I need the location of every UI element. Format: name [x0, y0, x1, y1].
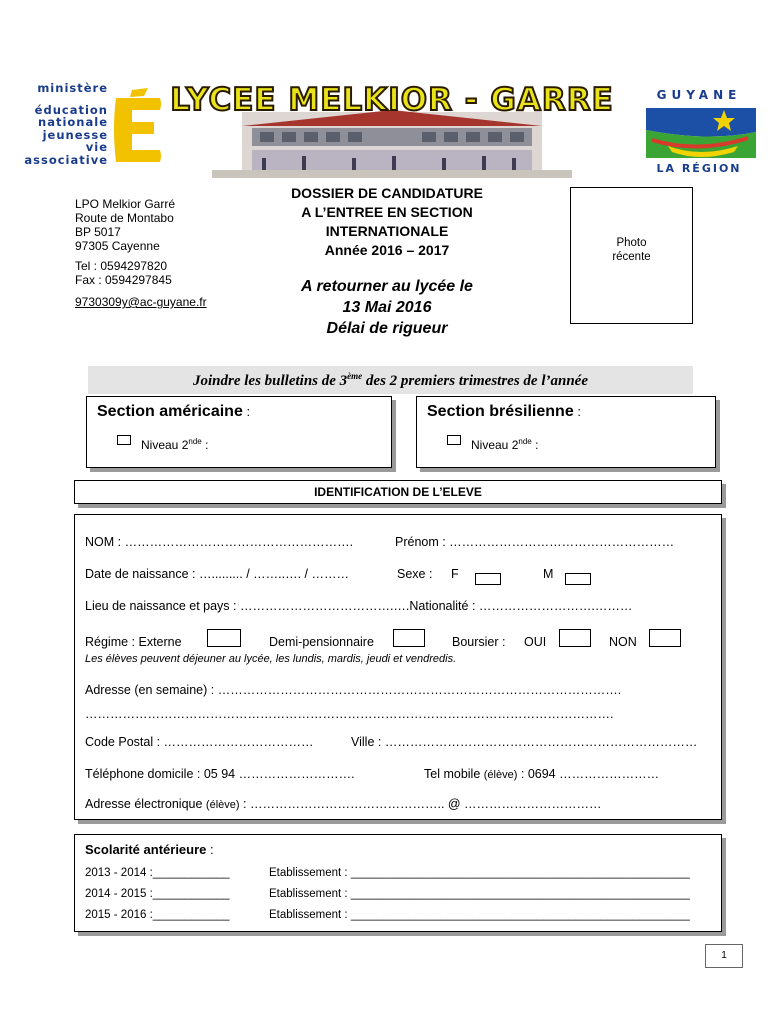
- page-number: 1: [705, 944, 743, 968]
- niveau-bresilienne-sup: nde: [518, 437, 532, 446]
- prenom-field[interactable]: Prénom : ………………………………………………: [395, 535, 675, 549]
- sexe-label: Sexe :: [397, 567, 433, 581]
- return-line-1: A retourner au lycée le: [301, 278, 473, 295]
- niveau-2nde-bresilienne-checkbox[interactable]: [447, 435, 461, 445]
- section-americaine-label: Section américaine: [97, 403, 243, 420]
- tel-mobile-label: Tel mobile: [424, 767, 481, 781]
- return-deadline: [262, 276, 512, 339]
- ministry-wordmark: [10, 82, 108, 166]
- boursier-non-checkbox[interactable]: [649, 629, 681, 647]
- ville-field[interactable]: Ville : …………………………………………………………………: [351, 735, 698, 749]
- niveau-2nde-americaine-checkbox[interactable]: [117, 435, 131, 445]
- section-bresilienne-box: [416, 396, 716, 468]
- scolarite-title-colon: :: [206, 842, 214, 857]
- join-bulletins-text: [88, 371, 693, 390]
- join-bulletins-after: des 2 premiers trimestres de l’année: [362, 373, 588, 389]
- ministry-logo: [10, 78, 160, 168]
- ministry-line-5: vie associative: [24, 140, 108, 167]
- title-line-1: DOSSIER DE CANDIDATURE: [291, 185, 483, 201]
- lieu-nationalite-field[interactable]: Lieu de naissance et pays : ……………………………….….Nationalité : ……………………….………: [85, 599, 633, 613]
- identification-heading-box: [74, 480, 722, 504]
- code-postal-field[interactable]: Code Postal : ………………………………: [85, 735, 314, 749]
- niveau-americaine-sup: nde: [188, 437, 202, 446]
- section-americaine-colon: :: [242, 404, 251, 419]
- school-tel: Tel : 0594297820: [75, 259, 168, 273]
- school-street: Route de Montabo: [75, 211, 174, 225]
- adresse-electronique-field[interactable]: [85, 797, 602, 811]
- scolarite-etablissement-2013[interactable]: Etablissement : _____________________________________________________: [269, 867, 690, 879]
- section-bresilienne-title: [427, 403, 581, 421]
- return-line-3: Délai de rigueur: [326, 320, 448, 337]
- cantine-note: Les élèves peuvent déjeuner au lycée, les lundis, mardis, jeudi et vendredis.: [85, 653, 457, 665]
- niveau-bresilienne-label: [471, 437, 538, 452]
- region-logo: [638, 84, 760, 178]
- boursier-label: Boursier :: [452, 635, 506, 649]
- title-line-3: INTERNATIONALE: [325, 223, 449, 239]
- region-name: GUYANE: [656, 88, 742, 102]
- scolarite-anterieure-box: [74, 834, 722, 932]
- school-address: [75, 197, 207, 309]
- photo-label: [571, 236, 692, 264]
- email-eleve: (élève): [205, 799, 240, 811]
- identification-heading: IDENTIFICATION DE L’ELEVE: [314, 485, 482, 499]
- photo-label-line-2: récente: [612, 251, 651, 263]
- join-bulletins-bar: [88, 366, 693, 394]
- photo-box: [570, 187, 693, 324]
- scolarite-title: [85, 842, 214, 857]
- niveau-americaine-colon: :: [201, 438, 209, 452]
- boursier-oui-label: OUI: [524, 635, 547, 649]
- regime-externe-label: Régime : Externe: [85, 635, 182, 649]
- scolarite-year-2015[interactable]: 2015 - 2016 :____________: [85, 909, 230, 921]
- nom-field[interactable]: NOM : ……………………………………………….: [85, 535, 354, 549]
- document-title: [262, 184, 512, 260]
- scolarite-etablissement-2015[interactable]: Etablissement : _____________________________________________________: [269, 909, 690, 921]
- scolarite-year-2014[interactable]: 2014 - 2015 :____________: [85, 888, 230, 900]
- return-line-2: 13 Mai 2016: [342, 299, 432, 316]
- section-bresilienne-label: Section brésilienne: [427, 403, 574, 420]
- scolarite-title-text: Scolarité antérieure: [85, 842, 207, 857]
- telephone-mobile-field[interactable]: [424, 767, 659, 781]
- section-americaine-title: [97, 403, 250, 421]
- section-americaine-box: [86, 396, 392, 468]
- sexe-m-label: M: [543, 567, 554, 581]
- tel-mobile-eleve: (élève): [483, 769, 518, 781]
- sexe-f-label: F: [451, 567, 459, 581]
- join-bulletins-sup: ème: [347, 371, 363, 381]
- school-bp: BP 5017: [75, 225, 121, 239]
- photo-label-line-1: Photo: [616, 237, 647, 249]
- niveau-americaine-label: [141, 437, 208, 452]
- tel-mobile-value: : 0694 ……………………: [520, 767, 660, 781]
- ministry-line-1: ministère: [37, 81, 108, 95]
- demi-pensionnaire-checkbox[interactable]: [393, 629, 425, 647]
- niveau-bresilienne-text: Niveau 2: [471, 438, 519, 452]
- email-value: : ……………………………………….. @ ……………………………: [243, 797, 602, 811]
- scolarite-year-2013[interactable]: 2013 - 2014 :____________: [85, 867, 230, 879]
- school-city: 97305 Cayenne: [75, 239, 160, 253]
- telephone-domicile-field[interactable]: Téléphone domicile : 05 94 ……………………….: [85, 767, 355, 781]
- identification-form: [74, 514, 722, 820]
- join-bulletins-before: Joindre les bulletins de 3: [192, 373, 348, 389]
- sexe-m-checkbox[interactable]: [565, 573, 591, 585]
- title-line-4: Année 2016 – 2017: [324, 242, 450, 258]
- sexe-f-checkbox[interactable]: [475, 573, 501, 585]
- date-naissance-field[interactable]: Date de naissance : …......... / ……..…. / ………: [85, 567, 349, 581]
- region-subtitle: LA RÉGION: [656, 162, 742, 175]
- niveau-americaine-text: Niveau 2: [141, 438, 189, 452]
- section-bresilienne-colon: :: [573, 404, 581, 419]
- title-line-2: A L’ENTREE EN SECTION: [301, 204, 473, 220]
- niveau-bresilienne-colon: :: [531, 438, 539, 452]
- ministry-line-4: jeunesse: [42, 127, 108, 142]
- school-fax: Fax : 0594297845: [75, 273, 172, 287]
- email-label: Adresse électronique: [85, 797, 203, 811]
- boursier-non-label: NON: [609, 635, 637, 649]
- regime-externe-checkbox[interactable]: [207, 629, 241, 647]
- scolarite-etablissement-2014[interactable]: Etablissement : _____________________________________________________: [269, 888, 690, 900]
- ministry-line-3: nationale: [38, 115, 108, 129]
- adresse-field[interactable]: Adresse (en semaine) : …………………………………………………………………………………….: [85, 683, 622, 697]
- school-email-link[interactable]: 9730309y@ac-guyane.fr: [75, 295, 207, 309]
- school-banner-title: LYCEE MELKIOR - GARRE: [170, 82, 614, 118]
- school-name: LPO Melkior Garré: [75, 197, 176, 211]
- boursier-oui-checkbox[interactable]: [559, 629, 591, 647]
- adresse-field-line-2[interactable]: ……………………………………………………………………………………………………………….: [85, 707, 614, 721]
- ministry-line-2: éducation: [34, 102, 108, 117]
- school-banner: [152, 80, 632, 180]
- demi-pensionnaire-label: Demi-pensionnaire: [269, 635, 374, 649]
